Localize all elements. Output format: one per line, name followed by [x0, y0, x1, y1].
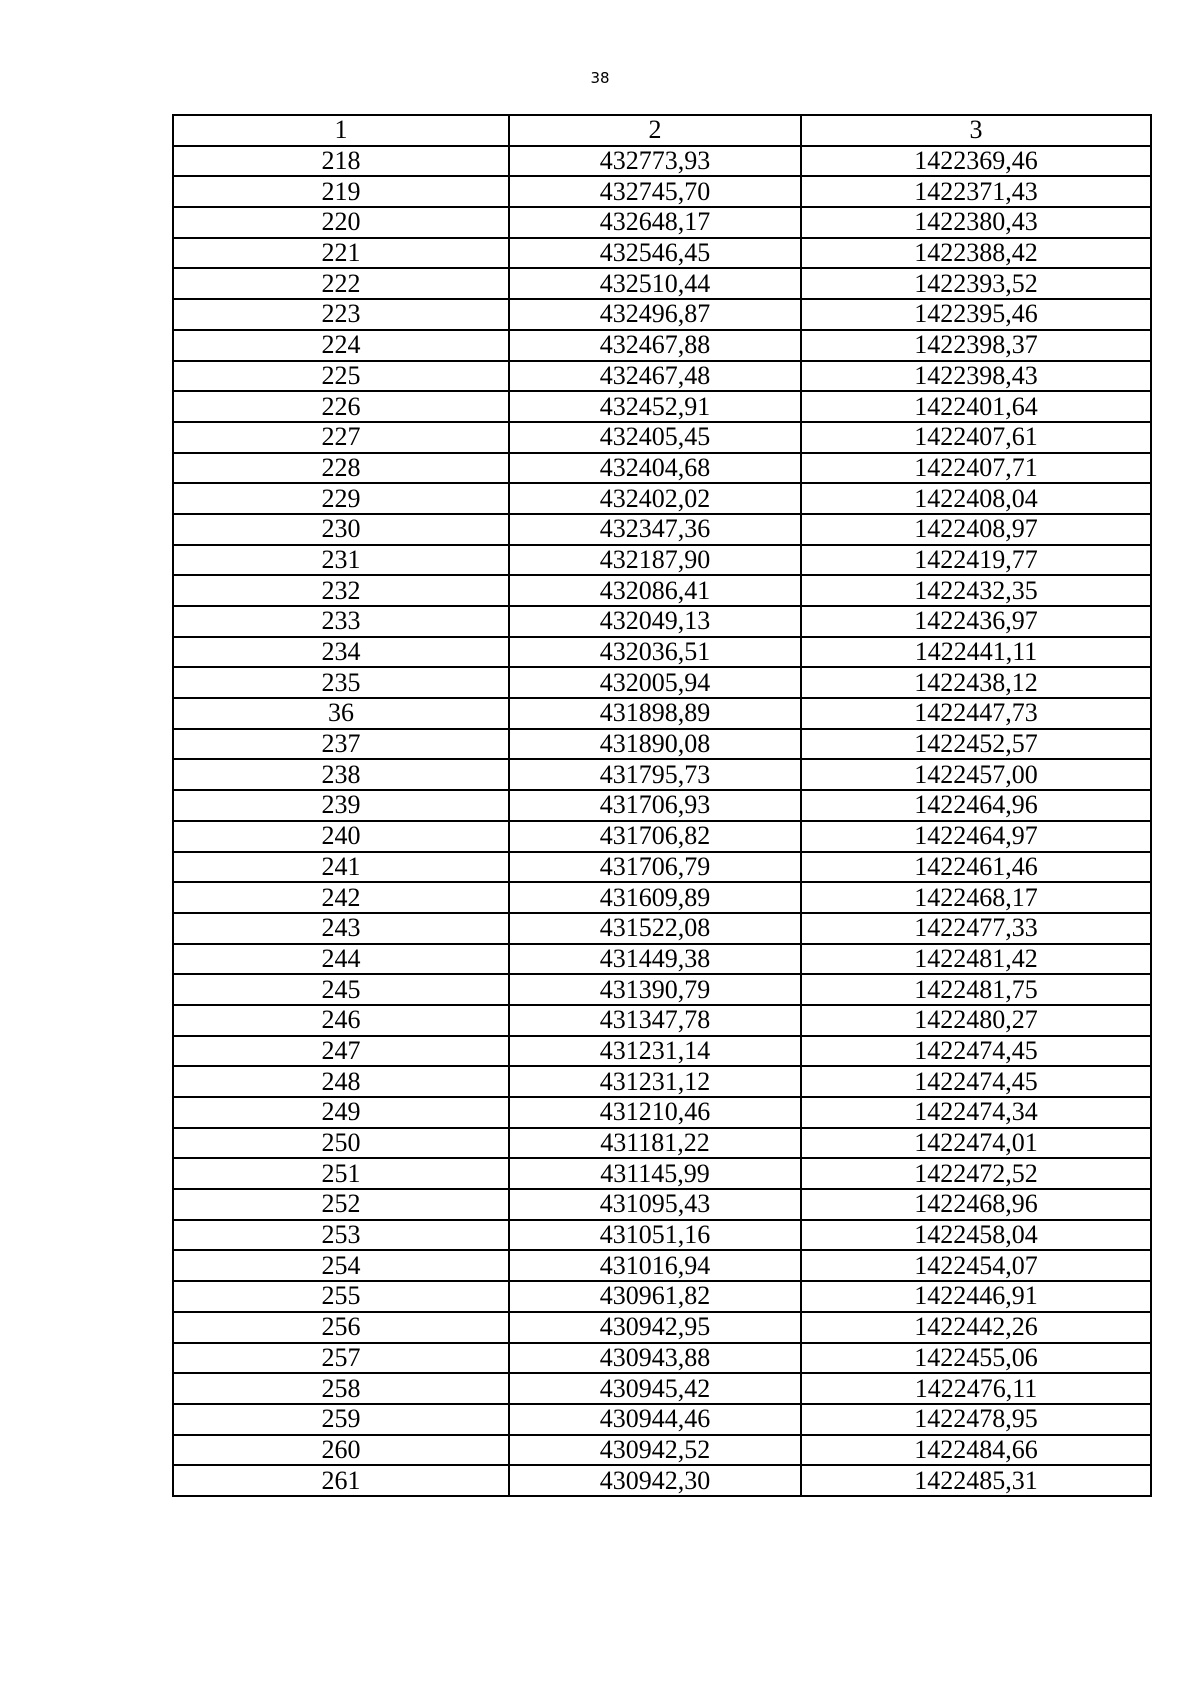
x-coordinate-cell: 431390,79: [509, 974, 801, 1005]
y-coordinate-cell: 1422436,97: [801, 606, 1151, 637]
table-row: [173, 330, 1151, 361]
y-coordinate-cell: 1422452,57: [801, 729, 1151, 760]
table-row: [173, 667, 1151, 698]
y-coordinate-cell: 1422401,64: [801, 391, 1151, 422]
table-row: [173, 1312, 1151, 1343]
table-row: [173, 1435, 1151, 1466]
y-coordinate-cell: 1422481,75: [801, 974, 1151, 1005]
y-coordinate-cell: 1422432,35: [801, 575, 1151, 606]
y-coordinate-cell: 1422380,43: [801, 207, 1151, 238]
table-body: [173, 115, 1151, 1496]
x-coordinate-cell: 431609,89: [509, 882, 801, 913]
table-row: [173, 361, 1151, 392]
x-coordinate-cell: 431231,12: [509, 1066, 801, 1097]
x-coordinate-cell: 431051,16: [509, 1220, 801, 1251]
point-number-cell: 242: [173, 882, 509, 913]
x-coordinate-cell: 430943,88: [509, 1343, 801, 1374]
point-number-cell: 225: [173, 361, 509, 392]
y-coordinate-cell: 1422408,97: [801, 514, 1151, 545]
table-row: [173, 453, 1151, 484]
x-coordinate-cell: 431449,38: [509, 944, 801, 975]
point-number-cell: 247: [173, 1036, 509, 1067]
point-number-cell: 36: [173, 698, 509, 729]
x-coordinate-cell: 432648,17: [509, 207, 801, 238]
y-coordinate-cell: 1422407,61: [801, 422, 1151, 453]
point-number-cell: 259: [173, 1404, 509, 1435]
x-coordinate-cell: 432404,68: [509, 453, 801, 484]
y-coordinate-cell: 1422447,73: [801, 698, 1151, 729]
point-number-cell: 248: [173, 1066, 509, 1097]
y-coordinate-cell: 1422446,91: [801, 1281, 1151, 1312]
table-row: [173, 1036, 1151, 1067]
table-row: [173, 514, 1151, 545]
table-row: [173, 606, 1151, 637]
point-number-cell: 250: [173, 1128, 509, 1159]
point-number-cell: 224: [173, 330, 509, 361]
coordinates-table: [172, 114, 1152, 1497]
table-row: [173, 299, 1151, 330]
table-row: [173, 575, 1151, 606]
y-coordinate-cell: 1422407,71: [801, 453, 1151, 484]
x-coordinate-cell: 432745,70: [509, 176, 801, 207]
x-coordinate-cell: 432187,90: [509, 545, 801, 576]
point-number-cell: 261: [173, 1465, 509, 1496]
y-coordinate-cell: 1422464,97: [801, 821, 1151, 852]
x-coordinate-cell: 430942,30: [509, 1465, 801, 1496]
table-row: [173, 1465, 1151, 1496]
point-number-cell: 232: [173, 575, 509, 606]
table-row: [173, 207, 1151, 238]
table-row: [173, 146, 1151, 177]
table-row: [173, 1250, 1151, 1281]
y-coordinate-cell: 1422454,07: [801, 1250, 1151, 1281]
point-number-cell: 254: [173, 1250, 509, 1281]
point-number-cell: 220: [173, 207, 509, 238]
table-row: [173, 1220, 1151, 1251]
table-row: [173, 1158, 1151, 1189]
x-coordinate-cell: 431522,08: [509, 913, 801, 944]
table-row: [173, 268, 1151, 299]
point-number-cell: 218: [173, 146, 509, 177]
y-coordinate-cell: 1422474,34: [801, 1097, 1151, 1128]
point-number-cell: 256: [173, 1312, 509, 1343]
table-row: [173, 176, 1151, 207]
x-coordinate-cell: 431095,43: [509, 1189, 801, 1220]
point-number-cell: 249: [173, 1097, 509, 1128]
point-number-cell: 255: [173, 1281, 509, 1312]
page-number: 38: [590, 69, 610, 87]
point-number-cell: 239: [173, 790, 509, 821]
y-coordinate-cell: 1422484,66: [801, 1435, 1151, 1466]
point-number-cell: 235: [173, 667, 509, 698]
y-coordinate-cell: 1422461,46: [801, 852, 1151, 883]
point-number-cell: 237: [173, 729, 509, 760]
y-coordinate-cell: 1422455,06: [801, 1343, 1151, 1374]
y-coordinate-cell: 1422388,42: [801, 238, 1151, 269]
table-row: [173, 422, 1151, 453]
y-coordinate-cell: 1422369,46: [801, 146, 1151, 177]
x-coordinate-cell: 430945,42: [509, 1373, 801, 1404]
point-number-cell: 244: [173, 944, 509, 975]
point-number-cell: 228: [173, 453, 509, 484]
y-coordinate-cell: 1422419,77: [801, 545, 1151, 576]
y-coordinate-cell: 1422395,46: [801, 299, 1151, 330]
y-coordinate-cell: 1422468,96: [801, 1189, 1151, 1220]
table-row: [173, 852, 1151, 883]
point-number-cell: 243: [173, 913, 509, 944]
point-number-cell: 257: [173, 1343, 509, 1374]
x-coordinate-cell: 431347,78: [509, 1005, 801, 1036]
y-coordinate-cell: 1422393,52: [801, 268, 1151, 299]
y-coordinate-cell: 1422457,00: [801, 759, 1151, 790]
x-coordinate-cell: 432467,88: [509, 330, 801, 361]
y-coordinate-cell: 1422474,45: [801, 1066, 1151, 1097]
y-coordinate-cell: 1422478,95: [801, 1404, 1151, 1435]
table-row: [173, 545, 1151, 576]
point-number-cell: 229: [173, 483, 509, 514]
y-coordinate-cell: 1422408,04: [801, 483, 1151, 514]
y-coordinate-cell: 1422441,11: [801, 637, 1151, 668]
y-coordinate-cell: 1422438,12: [801, 667, 1151, 698]
point-number-cell: 227: [173, 422, 509, 453]
table-row: [173, 483, 1151, 514]
point-number-cell: 260: [173, 1435, 509, 1466]
point-number-cell: 253: [173, 1220, 509, 1251]
point-number-cell: 238: [173, 759, 509, 790]
table-row: [173, 913, 1151, 944]
x-coordinate-cell: 432036,51: [509, 637, 801, 668]
point-number-cell: 226: [173, 391, 509, 422]
y-coordinate-cell: 1422474,01: [801, 1128, 1151, 1159]
x-coordinate-cell: 430944,46: [509, 1404, 801, 1435]
table-row: [173, 974, 1151, 1005]
point-number-cell: 241: [173, 852, 509, 883]
header-cell-2: 2: [509, 115, 801, 146]
table-row: [173, 698, 1151, 729]
point-number-cell: 246: [173, 1005, 509, 1036]
x-coordinate-cell: 430942,95: [509, 1312, 801, 1343]
y-coordinate-cell: 1422458,04: [801, 1220, 1151, 1251]
table-row: [173, 1066, 1151, 1097]
x-coordinate-cell: 432452,91: [509, 391, 801, 422]
point-number-cell: 252: [173, 1189, 509, 1220]
y-coordinate-cell: 1422398,43: [801, 361, 1151, 392]
y-coordinate-cell: 1422485,31: [801, 1465, 1151, 1496]
point-number-cell: 230: [173, 514, 509, 545]
x-coordinate-cell: 432773,93: [509, 146, 801, 177]
table-row: [173, 790, 1151, 821]
y-coordinate-cell: 1422477,33: [801, 913, 1151, 944]
point-number-cell: 245: [173, 974, 509, 1005]
y-coordinate-cell: 1422371,43: [801, 176, 1151, 207]
table-header-row: [173, 115, 1151, 146]
x-coordinate-cell: 432347,36: [509, 514, 801, 545]
table-row: [173, 882, 1151, 913]
y-coordinate-cell: 1422464,96: [801, 790, 1151, 821]
x-coordinate-cell: 430942,52: [509, 1435, 801, 1466]
point-number-cell: 234: [173, 637, 509, 668]
point-number-cell: 251: [173, 1158, 509, 1189]
x-coordinate-cell: 432510,44: [509, 268, 801, 299]
point-number-cell: 221: [173, 238, 509, 269]
x-coordinate-cell: 431890,08: [509, 729, 801, 760]
x-coordinate-cell: 432049,13: [509, 606, 801, 637]
table-row: [173, 759, 1151, 790]
x-coordinate-cell: 430961,82: [509, 1281, 801, 1312]
x-coordinate-cell: 431706,93: [509, 790, 801, 821]
x-coordinate-cell: 431706,82: [509, 821, 801, 852]
table-row: [173, 821, 1151, 852]
x-coordinate-cell: 431706,79: [509, 852, 801, 883]
table-row: [173, 729, 1151, 760]
x-coordinate-cell: 432402,02: [509, 483, 801, 514]
table-row: [173, 1005, 1151, 1036]
y-coordinate-cell: 1422474,45: [801, 1036, 1151, 1067]
header-cell-3: 3: [801, 115, 1151, 146]
table-row: [173, 1404, 1151, 1435]
x-coordinate-cell: 432086,41: [509, 575, 801, 606]
x-coordinate-cell: 432496,87: [509, 299, 801, 330]
y-coordinate-cell: 1422481,42: [801, 944, 1151, 975]
x-coordinate-cell: 432405,45: [509, 422, 801, 453]
header-cell-1: 1: [173, 115, 509, 146]
table-row: [173, 1343, 1151, 1374]
table-row: [173, 944, 1151, 975]
x-coordinate-cell: 431145,99: [509, 1158, 801, 1189]
y-coordinate-cell: 1422398,37: [801, 330, 1151, 361]
y-coordinate-cell: 1422442,26: [801, 1312, 1151, 1343]
x-coordinate-cell: 431898,89: [509, 698, 801, 729]
table-row: [173, 1097, 1151, 1128]
y-coordinate-cell: 1422468,17: [801, 882, 1151, 913]
table-row: [173, 637, 1151, 668]
table-row: [173, 1189, 1151, 1220]
table-row: [173, 1373, 1151, 1404]
point-number-cell: 223: [173, 299, 509, 330]
x-coordinate-cell: 432005,94: [509, 667, 801, 698]
x-coordinate-cell: 431181,22: [509, 1128, 801, 1159]
point-number-cell: 240: [173, 821, 509, 852]
y-coordinate-cell: 1422480,27: [801, 1005, 1151, 1036]
x-coordinate-cell: 431016,94: [509, 1250, 801, 1281]
table-row: [173, 391, 1151, 422]
x-coordinate-cell: 431210,46: [509, 1097, 801, 1128]
x-coordinate-cell: 432467,48: [509, 361, 801, 392]
x-coordinate-cell: 431231,14: [509, 1036, 801, 1067]
point-number-cell: 233: [173, 606, 509, 637]
y-coordinate-cell: 1422472,52: [801, 1158, 1151, 1189]
point-number-cell: 222: [173, 268, 509, 299]
y-coordinate-cell: 1422476,11: [801, 1373, 1151, 1404]
x-coordinate-cell: 432546,45: [509, 238, 801, 269]
point-number-cell: 258: [173, 1373, 509, 1404]
table-row: [173, 1281, 1151, 1312]
x-coordinate-cell: 431795,73: [509, 759, 801, 790]
table-row: [173, 1128, 1151, 1159]
point-number-cell: 219: [173, 176, 509, 207]
point-number-cell: 231: [173, 545, 509, 576]
table-row: [173, 238, 1151, 269]
